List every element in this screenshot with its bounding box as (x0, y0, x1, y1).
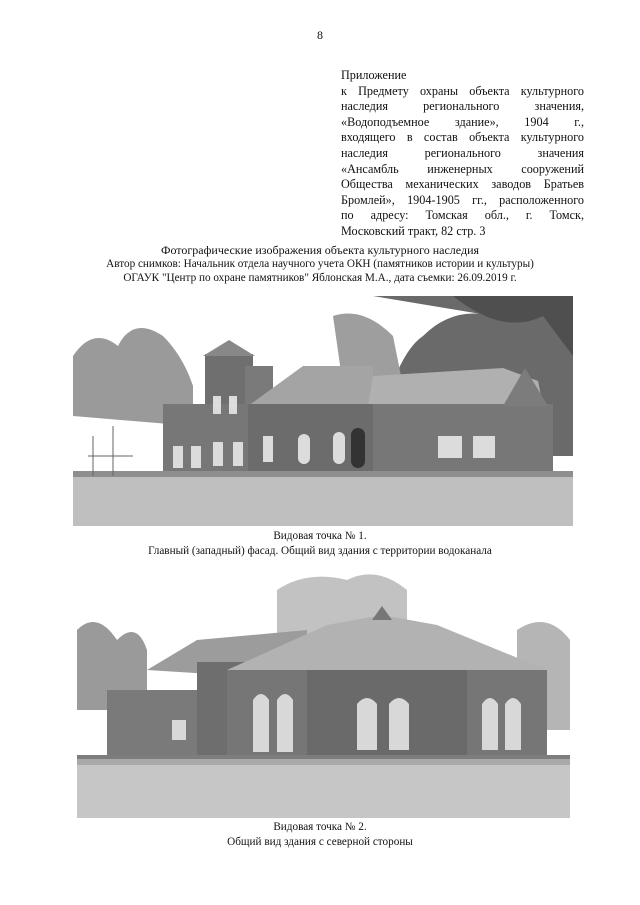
appendix-line: Московский тракт, 82 стр. 3 (341, 223, 486, 238)
appendix-line: наследия регионального значения (341, 145, 584, 160)
page-number: 8 (317, 28, 323, 42)
viewpoint-description: Главный (западный) фасад. Общий вид здания с территории водоканала (148, 544, 492, 557)
photos-author-line: Автор снимков: Начальник отдела научного учета ОКН (памятников истории и культуры) (106, 258, 534, 270)
viewpoint-description: Общий вид здания с северной стороны (227, 835, 413, 848)
appendix-line: к Предмету охраны объекта культурного (341, 83, 584, 98)
photo-viewpoint-1 (73, 296, 573, 526)
appendix-line: Приложение (341, 68, 407, 82)
appendix-line: по адресу: Томская обл., г. Томск, (341, 208, 584, 223)
appendix-line: Бромлей», 1904-1905 гг., расположенного (341, 192, 584, 207)
viewpoint-label: Видовая точка № 2. (273, 821, 367, 833)
photos-author-line: ОГАУК "Центр по охране памятников" Яблонская М.А., дата съемки: 26.09.2019 г. (123, 272, 517, 284)
viewpoint-2-caption (60, 820, 580, 849)
photo-viewpoint-2 (77, 570, 570, 818)
appendix-heading (341, 68, 584, 240)
appendix-line: наследия регионального значения, (341, 99, 584, 114)
appendix-line: «Водоподъемное здание», 1904 г., (341, 114, 584, 129)
viewpoint-1-caption (60, 529, 580, 558)
viewpoint-label: Видовая точка № 1. (273, 530, 367, 542)
appendix-line: «Ансамбль инженерных сооружений (341, 161, 584, 176)
photos-header (60, 243, 580, 285)
photos-title: Фотографические изображения объекта культурного наследия (160, 243, 480, 257)
appendix-line: входящего в состав объекта культурного (341, 130, 584, 145)
appendix-line: Общества механических заводов Братьев (341, 177, 584, 192)
